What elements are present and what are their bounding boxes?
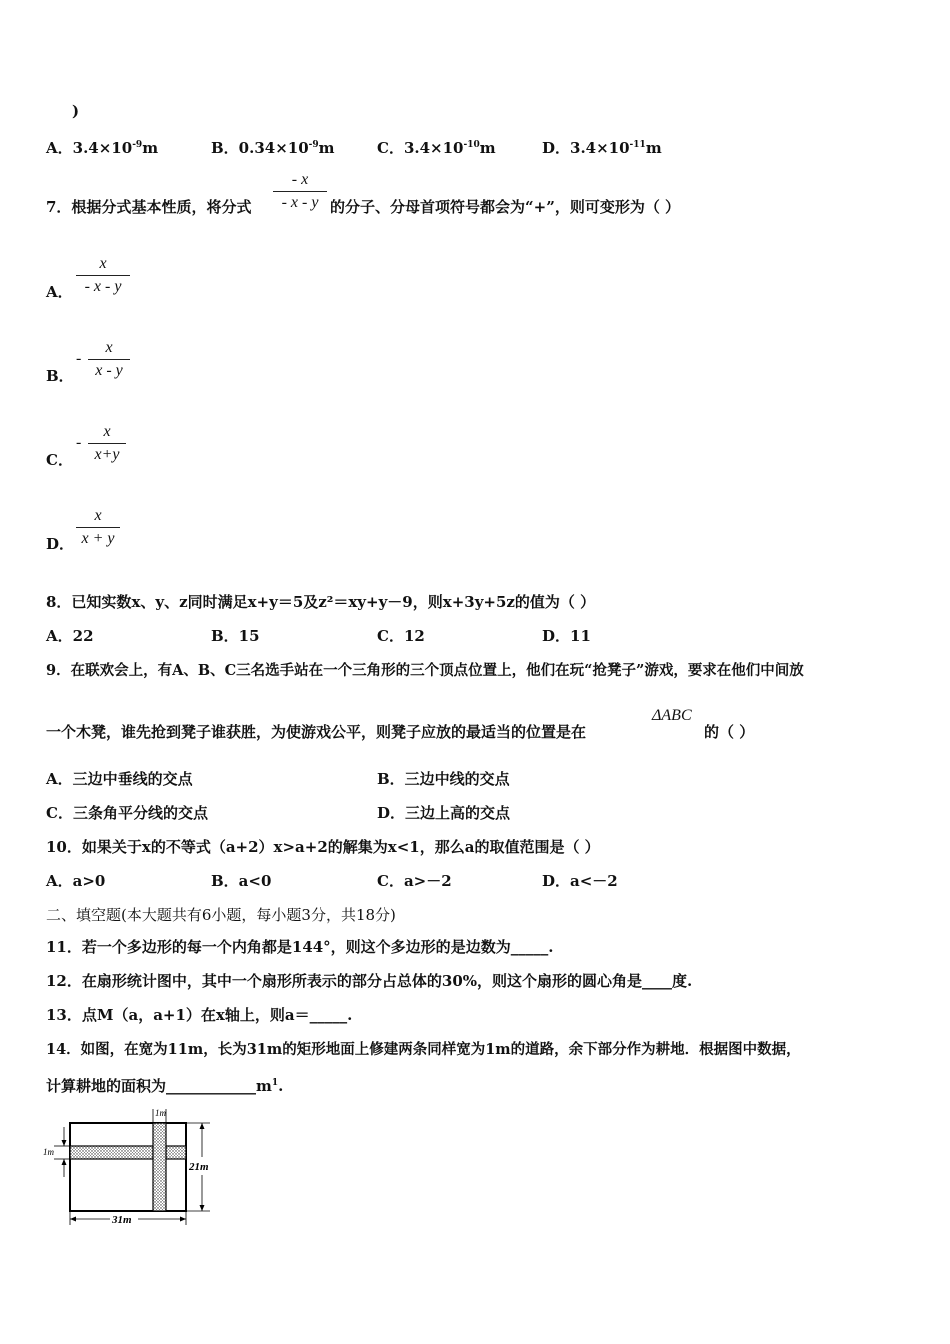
horizontal-road	[70, 1146, 186, 1159]
q6-option-d-exp: -11	[629, 140, 646, 150]
q6-option-b-text: B．0.34×10	[211, 139, 309, 157]
q6-closing-paren: )	[72, 102, 80, 120]
q14-figure	[40, 1105, 230, 1230]
q6-option-c	[377, 137, 496, 158]
q10-option-b: B．a<0	[211, 872, 272, 890]
left-dim-arrowhead-top	[62, 1140, 67, 1146]
q9-option-a: A．三边中垂线的交点	[46, 770, 193, 788]
q9-option-b: B．三边中线的交点	[377, 770, 510, 788]
q7-option-d-fraction	[76, 507, 120, 548]
q7-stem-suffix: 的分子、分母首项符号都会为“+”，则可变形为（ ）	[330, 198, 681, 216]
q7-option-d-label: D．	[46, 535, 75, 553]
q11-text: 11．若一个多边形的每一个内角都是144°，则这个多边形的是边数为_____.	[46, 938, 554, 956]
vertical-road	[153, 1123, 166, 1211]
q6-option-c-unit: m	[479, 139, 496, 157]
q6-option-b	[211, 137, 335, 158]
q7-option-b-label: B．	[46, 367, 74, 385]
q9-stem-line2: 一个木凳，谁先抢到凳子谁获胜，为使游戏公平，则凳子应放的最适当的位置是在	[46, 723, 587, 741]
q6-option-c-text: C．3.4×10	[377, 139, 464, 157]
q8-stem: 8．已知实数x、y、z同时满足x+y＝5及z²＝xy+y－9，则x+3y+5z的值为（ ）	[46, 593, 596, 611]
q14-line1: 14．如图，在宽为11m，长为31m的矩形地面上修建两条同样宽为1m的道路，余下部分作为耕地．根据图中数据，	[46, 1041, 801, 1058]
q6-option-d-unit: m	[645, 139, 662, 157]
section-2-heading: 二、填空题(本大题共有6小题，每小题3分，共18分)	[46, 906, 396, 924]
bottom-dim-arrowhead-right	[180, 1217, 186, 1222]
figure-top-label: 1m	[155, 1108, 166, 1118]
q6-option-d-text: D．3.4×10	[542, 139, 630, 157]
q10-option-a: A．a>0	[46, 872, 106, 890]
q6-option-a-text: A．3.4×10	[46, 139, 133, 157]
q6-option-a	[46, 137, 158, 158]
q6-option-d	[542, 137, 662, 158]
q8-option-b: B．15	[211, 627, 260, 645]
q13-text: 13．点M（a，a+1）在x轴上，则a＝_____.	[46, 1006, 353, 1024]
field-rectangle	[70, 1123, 186, 1211]
q10-option-d: D．a<－2	[542, 872, 618, 890]
q7-option-c-fraction	[88, 423, 126, 464]
q7-stem-fraction-numerator: - x	[291, 171, 309, 188]
figure-bottom-label: 31m	[112, 1214, 132, 1226]
q8-option-d: D．11	[542, 627, 591, 645]
q7-option-b-fraction	[88, 339, 130, 380]
q7-option-c-numerator: x	[103, 423, 111, 440]
q8-option-a: A．22	[46, 627, 94, 645]
q7-stem-fraction	[273, 171, 327, 212]
q14-line2	[46, 1075, 283, 1096]
q9-stem-line2-end: 的（ ）	[704, 723, 755, 741]
bottom-dim-arrowhead-left	[70, 1217, 76, 1222]
q9-option-d: D．三边上高的交点	[377, 804, 511, 822]
q8-option-c: C．12	[377, 627, 425, 645]
q14-line2-sup: 1	[271, 1078, 279, 1088]
q7-option-a-label: A．	[46, 283, 73, 301]
q6-option-c-exp: -10	[463, 140, 480, 150]
q12-text: 12．在扇形统计图中，其中一个扇形所表示的部分占总体的30%，则这个扇形的圆心角是____度.	[46, 972, 693, 990]
q7-option-b-numerator: x	[105, 339, 113, 356]
q7-option-b-denominator: x - y	[95, 362, 123, 379]
figure-right-label: 21m	[189, 1161, 209, 1173]
figure-left-label: 1m	[43, 1147, 54, 1157]
right-dim-arrowhead-top	[200, 1123, 205, 1129]
q6-option-a-exp: -9	[132, 140, 143, 150]
q9-triangle-symbol: ΔABC	[652, 707, 692, 724]
q7-option-a-denominator: - x - y	[84, 278, 122, 295]
q10-option-c: C．a>－2	[377, 872, 452, 890]
q6-option-a-unit: m	[142, 139, 159, 157]
q6-option-b-unit: m	[318, 139, 335, 157]
q7-stem-fraction-denominator: - x - y	[281, 194, 319, 211]
q10-stem: 10．如果关于x的不等式（a+2）x>a+2的解集为x<1，那么a的取值范围是（ ）	[46, 838, 600, 856]
q7-stem-prefix: 7．根据分式基本性质，将分式	[46, 198, 252, 216]
q9-stem-line1: 9．在联欢会上，有A、B、C三名选手站在一个三角形的三个顶点位置上，他们在玩“抢凳子”游戏，要求在他们中间放	[46, 662, 804, 679]
q7-option-c-sign: -	[76, 434, 82, 451]
q7-option-d-numerator: x	[94, 507, 102, 524]
q7-option-a-numerator: x	[99, 255, 107, 272]
q6-option-b-exp: -9	[308, 140, 319, 150]
q7-option-a-fraction	[76, 255, 130, 296]
q14-line2-text: 计算耕地的面积为____________m	[46, 1077, 272, 1095]
left-dim-arrowhead-bottom	[62, 1159, 67, 1165]
right-dim-arrowhead-bottom	[200, 1205, 205, 1211]
q7-option-c-label: C．	[46, 451, 73, 469]
q9-option-c: C．三条角平分线的交点	[46, 804, 208, 822]
q7-option-b-sign: -	[76, 350, 82, 367]
q7-option-d-denominator: x + y	[81, 530, 115, 547]
q7-option-c-denominator: x+y	[94, 446, 120, 463]
q14-line2-end: .	[278, 1077, 284, 1095]
